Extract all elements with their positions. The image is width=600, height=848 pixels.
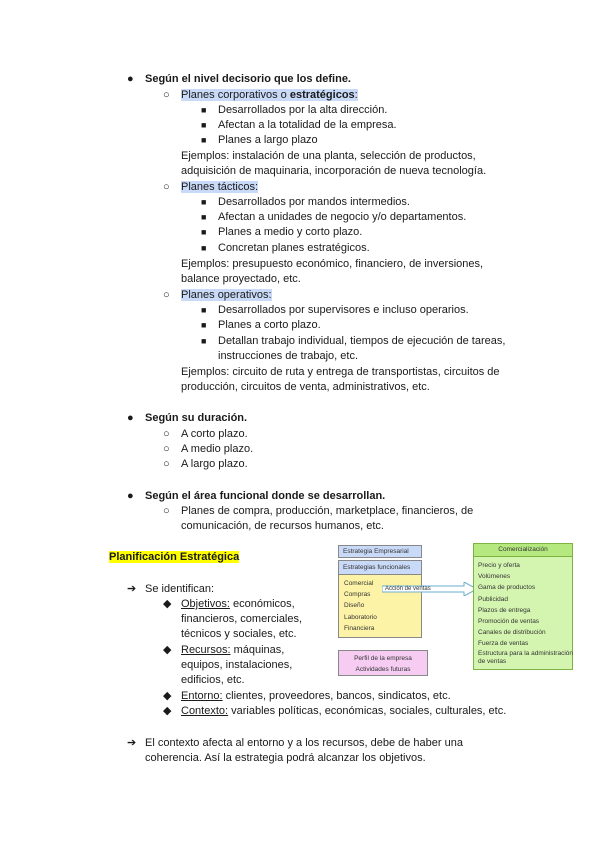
diamond-bullet: ◆ bbox=[163, 598, 172, 610]
section-bullet: ● bbox=[127, 412, 134, 424]
funcionales-title-bar: Estrategias funcionales bbox=[339, 561, 421, 575]
list-item: Planes a corto plazo. bbox=[218, 319, 321, 331]
examples-text: adquisición de maquinaria, incorporación de nueva tecnología. bbox=[181, 165, 487, 177]
funcional-item: Laboratorio bbox=[344, 613, 377, 621]
examples-text: Ejemplos: presupuesto económico, financiero, de inversiones, bbox=[181, 258, 484, 270]
diamond-bullet: ◆ bbox=[163, 644, 172, 656]
list-item: Concretan planes estratégicos. bbox=[218, 242, 370, 254]
list-item: Planes a largo plazo bbox=[218, 134, 318, 146]
list-item: Detallan trabajo individual, tiempos de ejecución de tareas, bbox=[218, 335, 506, 347]
objetivos-line: financieros, comerciales, bbox=[181, 613, 303, 625]
funcional-item: Diseño bbox=[344, 602, 365, 610]
estrategias-funcionales-box bbox=[338, 560, 422, 638]
conclusion-text: coherencia. Así la estrategia podrá alcanzar los objetivos. bbox=[145, 752, 426, 764]
square-bullet: ■ bbox=[201, 197, 207, 207]
comercial-item: Publicidad bbox=[478, 595, 508, 603]
square-bullet: ■ bbox=[201, 135, 207, 145]
section-title: Según el nivel decisorio que los define. bbox=[145, 73, 351, 85]
contexto-line: Contexto: variables políticas, económicas, sociales, culturales, etc. bbox=[181, 705, 507, 717]
list-item: comunicación, de recursos humanos, etc. bbox=[181, 520, 384, 532]
square-bullet: ■ bbox=[201, 336, 207, 346]
examples-text: Ejemplos: instalación de una planta, selección de productos, bbox=[181, 150, 476, 162]
comercial-item: Precio y oferta bbox=[478, 562, 520, 569]
comercial-item: Promoción de ventas bbox=[478, 618, 540, 626]
circle-bullet: ○ bbox=[163, 443, 170, 455]
recursos-line: equipos, instalaciones, bbox=[181, 659, 293, 671]
list-item: Desarrollados por mandos intermedios. bbox=[218, 196, 410, 208]
perfil-box: Perfil de la empresa Actividades futuras bbox=[338, 650, 428, 676]
comercializacion-box bbox=[473, 543, 573, 670]
list-item: Planes a medio y corto plazo. bbox=[218, 226, 363, 238]
section-bullet: ● bbox=[127, 490, 134, 502]
objetivos-line: Objetivos: económicos, bbox=[181, 598, 295, 610]
circle-bullet: ○ bbox=[163, 505, 170, 517]
recursos-line: edificios, etc. bbox=[181, 674, 245, 686]
estrategia-empresarial-box: Estrategia Empresarial bbox=[338, 545, 422, 558]
plan-name: Planes operativos: bbox=[181, 289, 272, 301]
circle-bullet: ○ bbox=[163, 289, 170, 301]
circle-bullet: ○ bbox=[163, 428, 170, 440]
identify-label: Se identifican: bbox=[145, 583, 215, 595]
comercial-item: Estructura para la administración bbox=[478, 649, 574, 657]
comercial-item: Plazos de entrega bbox=[478, 606, 531, 614]
comercial-item: Fuerza de ventas bbox=[478, 640, 529, 648]
examples-text: Ejemplos: circuito de ruta y entrega de transportistas, circuitos de bbox=[181, 366, 500, 378]
list-item: Desarrollados por la alta dirección. bbox=[218, 104, 388, 116]
square-bullet: ■ bbox=[201, 105, 207, 115]
funcional-item: Compras bbox=[344, 591, 371, 599]
circle-bullet: ○ bbox=[163, 181, 170, 193]
planificacion-heading: Planificación Estratégica bbox=[109, 551, 240, 563]
examples-text: producción, circuitos de venta, administrativos, etc. bbox=[181, 381, 430, 393]
arrow-bullet: ➔ bbox=[127, 737, 137, 749]
circle-bullet: ○ bbox=[163, 458, 170, 470]
square-bullet: ■ bbox=[201, 120, 207, 130]
section-bullet: ● bbox=[127, 73, 134, 85]
square-bullet: ■ bbox=[201, 320, 207, 330]
objetivos-line: técnicos y sociales, etc. bbox=[181, 628, 297, 640]
funcional-item: Comercial bbox=[344, 580, 374, 587]
square-bullet: ■ bbox=[201, 227, 207, 237]
plan-name: Planes corporativos o estratégicos: bbox=[181, 89, 358, 101]
entorno-line: Entorno: clientes, proveedores, bancos, sindicatos, etc. bbox=[181, 690, 451, 702]
circle-bullet: ○ bbox=[163, 89, 170, 101]
list-item: A medio plazo. bbox=[181, 443, 254, 455]
list-item: Afectan a unidades de negocio y/o departamentos. bbox=[218, 211, 467, 223]
square-bullet: ■ bbox=[201, 212, 207, 222]
recursos-line: Recursos: máquinas, bbox=[181, 644, 285, 656]
list-item: Planes de compra, producción, marketplace, financieros, de bbox=[181, 505, 474, 517]
comercial-item: de ventas bbox=[478, 657, 507, 665]
list-item: A largo plazo. bbox=[181, 458, 248, 470]
arrow-label: Acción de ventas bbox=[385, 586, 431, 592]
comercializacion-list bbox=[474, 557, 572, 666]
section-title: Según su duración. bbox=[145, 412, 248, 424]
diamond-bullet: ◆ bbox=[163, 690, 172, 702]
list-item: A corto plazo. bbox=[181, 428, 248, 440]
comercial-item: Canales de distribución bbox=[478, 629, 546, 637]
list-item: Afectan a la totalidad de la empresa. bbox=[218, 119, 397, 131]
funcional-item: Financiera bbox=[344, 624, 375, 632]
diamond-bullet: ◆ bbox=[163, 705, 172, 717]
section-title: Según el área funcional donde se desarrollan. bbox=[145, 490, 386, 502]
comercial-item: Gama de productos bbox=[478, 584, 536, 592]
examples-text: balance proyectado, etc. bbox=[181, 273, 301, 285]
square-bullet: ■ bbox=[201, 243, 207, 253]
list-item: instrucciones de trabajo, etc. bbox=[218, 350, 359, 362]
conclusion-text: El contexto afecta al entorno y a los recursos, debe de haber una bbox=[145, 737, 463, 749]
square-bullet: ■ bbox=[201, 305, 207, 315]
arrow-bullet: ➔ bbox=[127, 583, 137, 595]
comercial-item: Volúmenes bbox=[478, 573, 511, 581]
comercializacion-title-bar: Comercialización bbox=[474, 544, 572, 557]
list-item: Desarrollados por supervisores e incluso operarios. bbox=[218, 304, 469, 316]
plan-name: Planes tácticos: bbox=[181, 181, 259, 193]
